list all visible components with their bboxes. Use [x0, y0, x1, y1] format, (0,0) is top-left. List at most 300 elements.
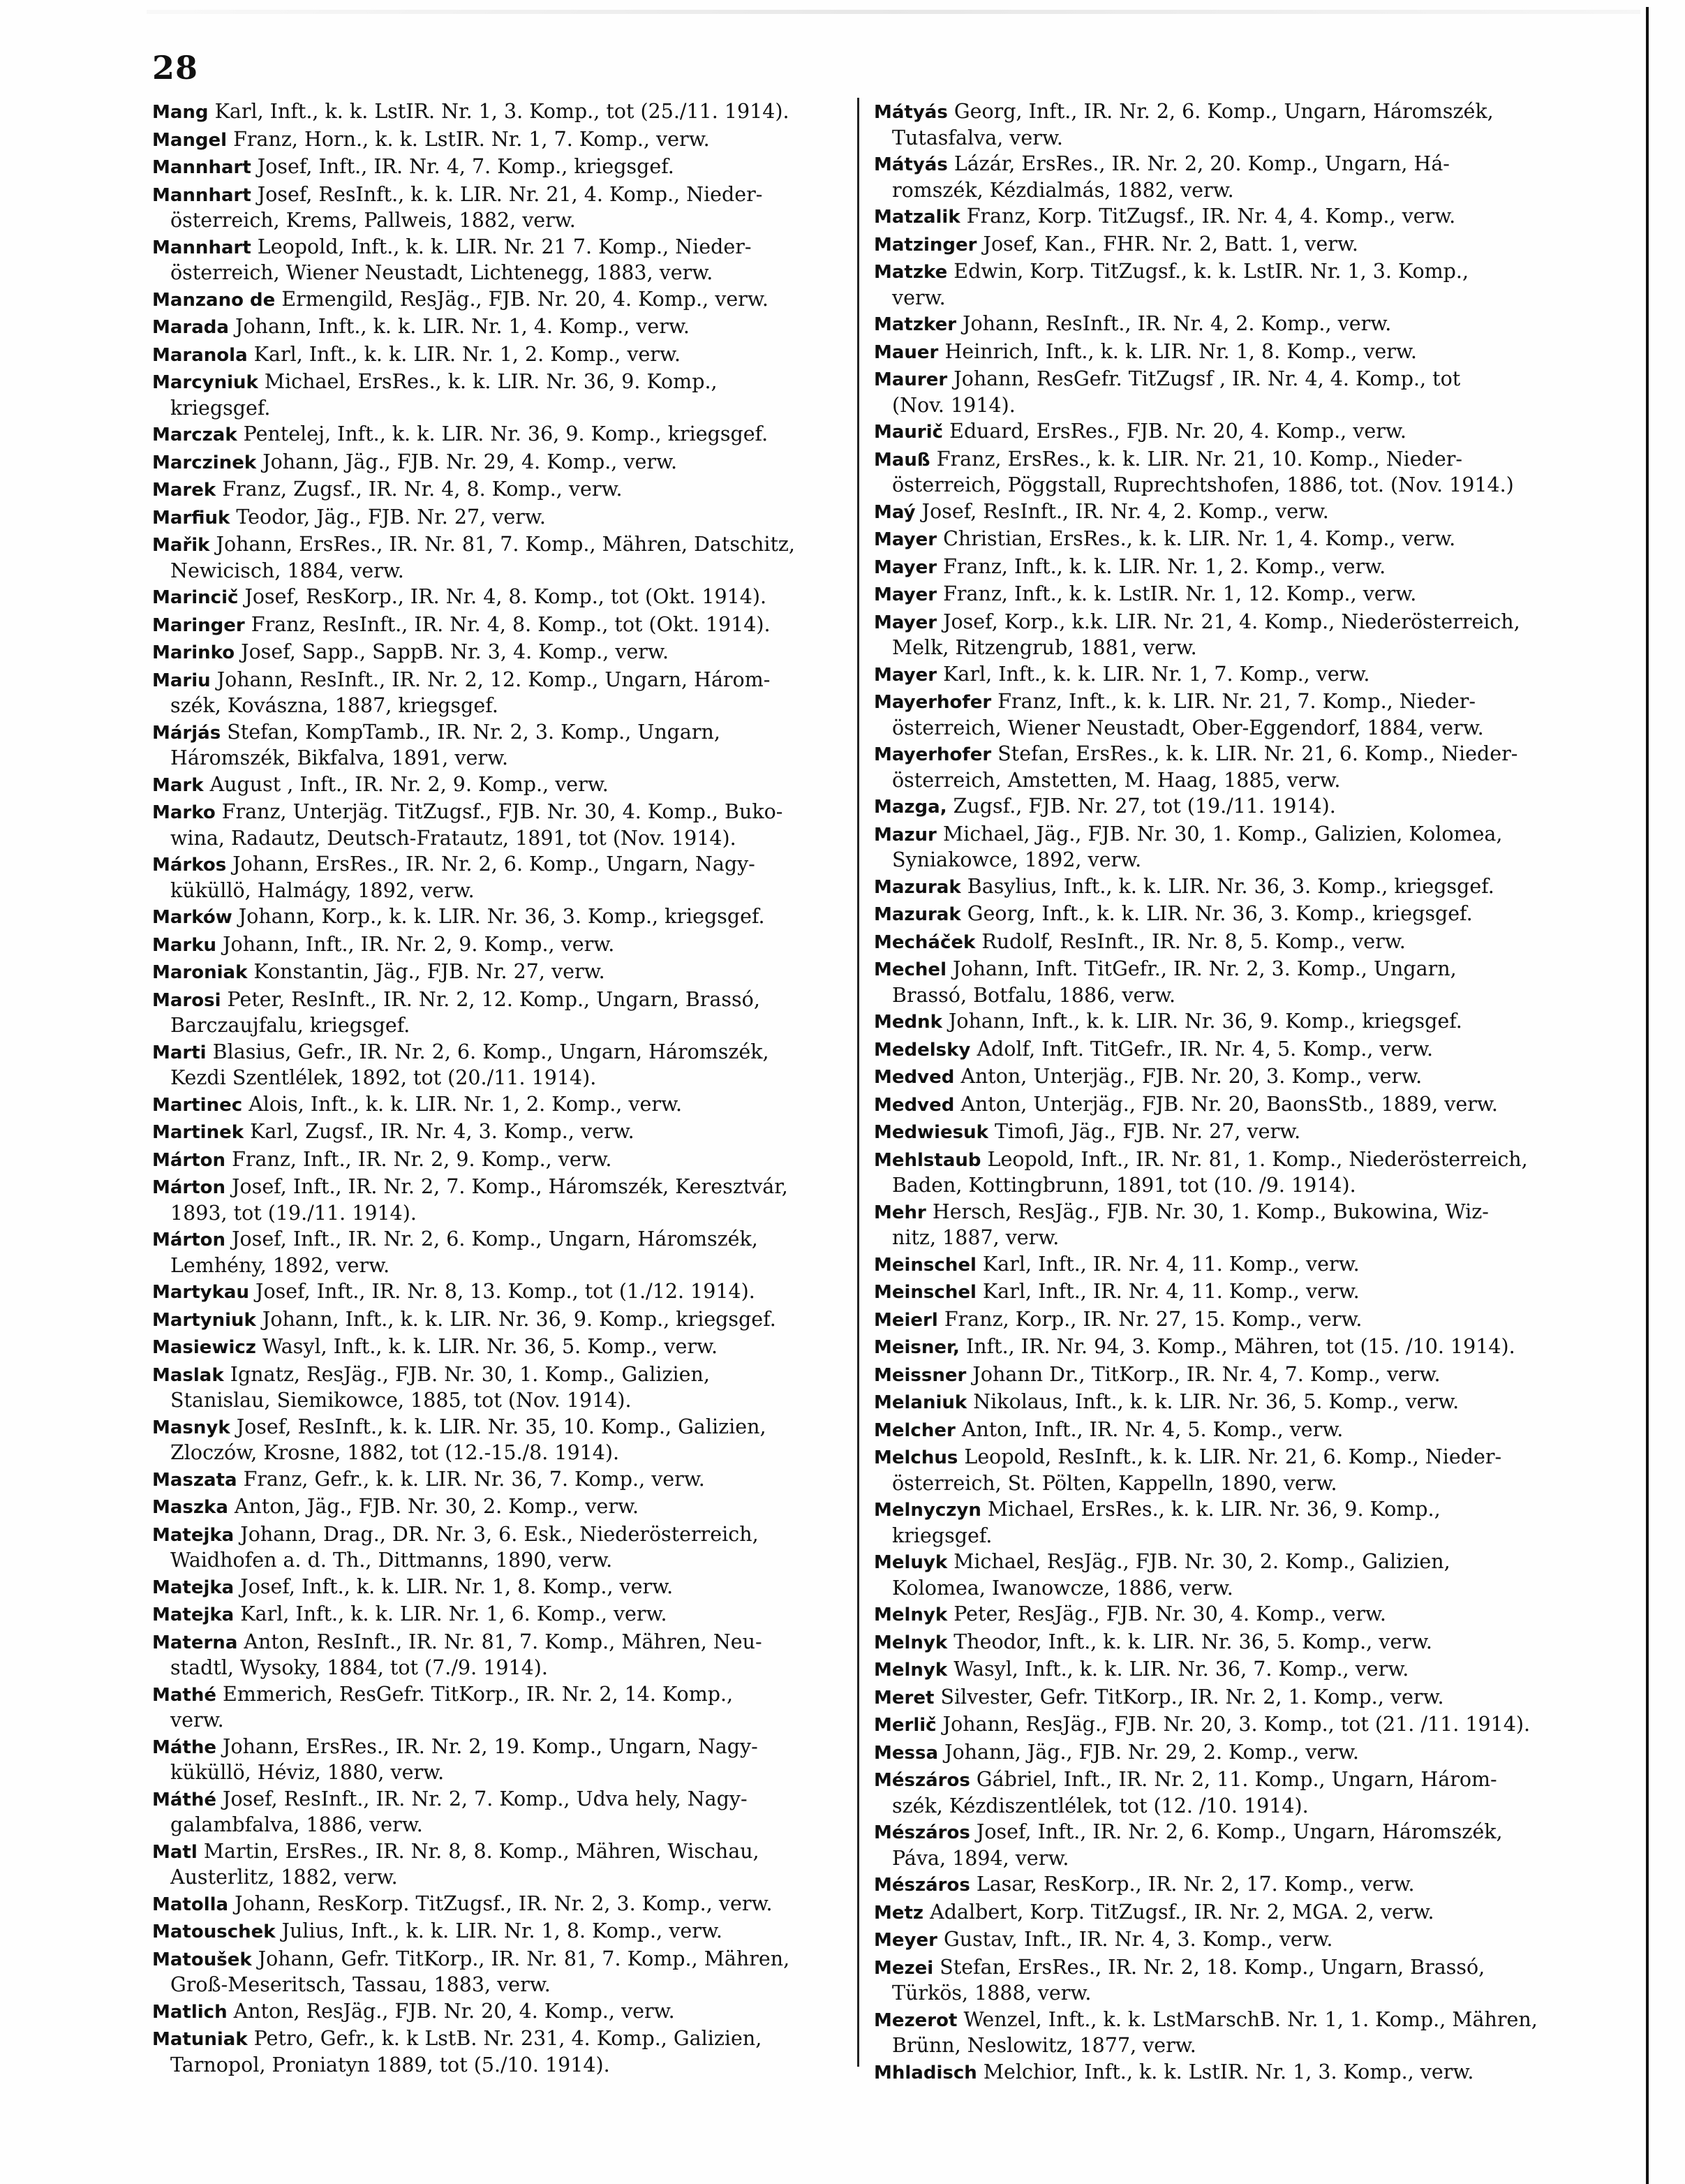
entry-details: Franz, Inft., k. k. LstIR. Nr. 1, 12. Komp., verw. — [937, 582, 1417, 605]
entry-details: Emmerich, ResGefr. TitKorp., IR. Nr. 2, 14. Komp., — [216, 1682, 734, 1706]
entry-surname: Mednk — [874, 1012, 942, 1033]
entry-details: Petro, Gefr., k. k LstB. Nr. 231, 4. Komp., Galizien, — [247, 2027, 762, 2050]
entry-details: Josef, ResInft., k. k. LIR. Nr. 21, 4. Komp., Nieder- — [251, 182, 763, 206]
entry-surname: Meierl — [874, 1309, 938, 1331]
list-entry — [874, 610, 1561, 661]
entry-details: Josef, ResInft., IR. Nr. 2, 7. Komp., Udva hely, Nagy- — [216, 1787, 748, 1810]
entry-details: Karl, Zugsf., IR. Nr. 4, 3. Komp., verw. — [244, 1120, 634, 1143]
list-entry — [152, 1522, 840, 1573]
entry-continuation: szék, Kovászna, 1887, kriegsgef. — [170, 694, 498, 717]
entry-surname: Maszka — [152, 1497, 228, 1518]
entry-surname: Melnyk — [874, 1604, 948, 1625]
entry-continuation: Kezdi Szentlélek, 1892, tot (20./11. 1914). — [170, 1066, 597, 1089]
entry-line — [874, 662, 1561, 688]
entry-line — [152, 772, 840, 799]
scan-top-shadow — [147, 10, 1640, 14]
entry-surname: Marincič — [152, 587, 239, 608]
entry-details: Gábriel, Inft., IR. Nr. 2, 11. Komp., Ungarn, Három- — [970, 1768, 1497, 1791]
list-entry — [152, 287, 840, 313]
entry-continuation: romszék, Kézdialmás, 1882, verw. — [892, 178, 1234, 202]
entry-surname: Mehlstaub — [874, 1149, 981, 1171]
entry-line — [152, 342, 840, 369]
entry-line — [874, 419, 1561, 445]
list-entry — [874, 1147, 1561, 1198]
entry-continuation: verw. — [170, 1709, 224, 1732]
entry-surname: Matouschek — [152, 1921, 276, 1942]
entry-surname: Mészáros — [874, 1875, 970, 1896]
entry-surname: Matzke — [874, 262, 948, 283]
entry-surname: Mayer — [874, 584, 937, 605]
entry-details: Julius, Inft., k. k. LIR. Nr. 1, 8. Komp., verw. — [275, 1919, 722, 1942]
entry-details: Karl, Inft., k. k. LIR. Nr. 1, 7. Komp., verw. — [937, 662, 1370, 686]
entry-line — [152, 505, 840, 531]
entry-details: Josef, Inft., IR. Nr. 8, 13. Komp., tot (1./12. 1914). — [248, 1280, 755, 1303]
list-entry — [874, 741, 1561, 792]
entry-surname: Matzker — [874, 314, 957, 335]
entry-surname: Mátyás — [874, 154, 948, 175]
entry-details: Michael, ResJäg., FJB. Nr. 30, 2. Komp., Galizien, — [947, 1550, 1450, 1573]
list-entry — [152, 1467, 840, 1493]
entry-surname: Marczak — [152, 425, 237, 445]
entry-continuation: küküllö, Héviz, 1880, verw. — [170, 1761, 445, 1784]
entry-details: Johann, ErsRes., IR. Nr. 2, 6. Komp., Ungarn, Nagy- — [226, 853, 755, 876]
entry-continuation: Stanislau, Siemikowce, 1885, tot (Nov. 1914). — [170, 1389, 632, 1412]
entry-details: Christian, ErsRes., k. k. LIR. Nr. 1, 4. Komp., verw. — [937, 527, 1456, 550]
list-entry — [152, 1734, 840, 1785]
entry-details: Josef, Kan., FHR. Nr. 2, Batt. 1, verw. — [977, 232, 1358, 256]
entry-surname: Mauer — [874, 341, 939, 363]
entry-line — [152, 1174, 840, 1201]
list-entry — [874, 204, 1561, 230]
list-entry — [152, 182, 840, 233]
entry-surname: Mazga, — [874, 797, 947, 818]
entry-line — [874, 311, 1561, 338]
entry-surname: Meret — [874, 1687, 935, 1709]
list-entry — [152, 667, 840, 718]
entry-surname: Mathé — [152, 1684, 216, 1706]
entry-surname: Meluyk — [874, 1552, 948, 1573]
entry-details: Anton, Unterjäg., FJB. Nr. 20, 3. Komp., verw. — [954, 1065, 1423, 1088]
list-entry — [152, 1040, 840, 1091]
list-entry — [152, 1227, 840, 1278]
list-entry — [874, 1417, 1561, 1444]
entry-line — [874, 1872, 1561, 1898]
entry-details: Adalbert, Korp. TitZugsf., IR. Nr. 2, MGA. 2, verw. — [923, 1900, 1434, 1924]
entry-surname: Materna — [152, 1632, 238, 1653]
entry-line — [874, 957, 1561, 983]
entry-line — [152, 640, 840, 666]
entry-surname: Melcher — [874, 1419, 956, 1441]
list-entry — [874, 1657, 1561, 1683]
entry-surname: Marczinek — [152, 452, 257, 473]
entry-surname: Marcyniuk — [152, 372, 258, 393]
entry-surname: Mezerot — [874, 2009, 958, 2031]
entry-details: Johann, ResInft., IR. Nr. 4, 2. Komp., verw. — [956, 312, 1392, 335]
entry-surname: Melnyk — [874, 1660, 948, 1681]
entry-details: Leopold, Inft., k. k. LIR. Nr. 21 7. Komp., Nieder- — [251, 235, 752, 258]
entry-surname: Martykau — [152, 1282, 249, 1303]
entry-surname: Merlič — [874, 1715, 937, 1736]
entry-line — [152, 1682, 840, 1709]
entry-line — [152, 1602, 840, 1628]
entry-surname: Mayerhofer — [874, 744, 992, 765]
list-entry — [874, 447, 1561, 498]
entry-details: Johann, Gefr. TitKorp., IR. Nr. 81, 7. Komp., Mähren, — [251, 1947, 790, 1970]
entry-details: Georg, Inft., IR. Nr. 2, 6. Komp., Ungarn, Háromszék, — [947, 100, 1494, 123]
entry-surname: Mannhart — [152, 184, 251, 206]
entry-surname: Marfiuk — [152, 507, 230, 529]
entry-surname: Meinschel — [874, 1282, 977, 1303]
entry-continuation: Baden, Kottingbrunn, 1891, tot (10. /9. 1914). — [892, 1174, 1356, 1197]
entry-line — [152, 1334, 840, 1361]
entry-details: August , Inft., IR. Nr. 2, 9. Komp., verw. — [203, 772, 609, 796]
entry-surname: Maslak — [152, 1364, 224, 1386]
entry-surname: Matejka — [152, 1524, 235, 1546]
entry-details: Wasyl, Inft., k. k. LIR. Nr. 36, 5. Komp., verw. — [255, 1335, 718, 1358]
entry-line — [152, 1147, 840, 1174]
entry-surname: Maranola — [152, 344, 248, 366]
entry-surname: Máthé — [152, 1789, 216, 1810]
list-entry — [152, 1174, 840, 1225]
entry-line — [152, 1227, 840, 1253]
entry-line — [152, 1467, 840, 1493]
list-entry — [152, 1494, 840, 1521]
entry-continuation: Páva, 1894, verw. — [892, 1846, 1069, 1870]
entry-line — [874, 1279, 1561, 1306]
list-entry — [152, 987, 840, 1038]
entry-line — [152, 852, 840, 878]
entry-details: Lasar, ResKorp., IR. Nr. 2, 17. Komp., verw. — [970, 1873, 1415, 1896]
entry-details: Theodor, Inft., k. k. LIR. Nr. 36, 5. Komp., verw. — [947, 1630, 1432, 1653]
entry-line — [152, 99, 840, 126]
entry-details: Franz, Inft., k. k. LIR. Nr. 1, 2. Komp., verw. — [937, 554, 1386, 578]
entry-surname: Mariu — [152, 670, 211, 691]
list-entry — [152, 1682, 840, 1733]
list-entry — [152, 1119, 840, 1146]
list-entry — [874, 1064, 1561, 1091]
list-entry — [152, 1574, 840, 1601]
entry-line — [874, 1685, 1561, 1711]
entry-details: Johann, ResInft., IR. Nr. 2, 12. Komp., Ungarn, Három- — [210, 667, 771, 691]
entry-details: Josef, Inft., k. k. LIR. Nr. 1, 8. Komp., verw. — [234, 1574, 674, 1598]
entry-line — [152, 1279, 840, 1306]
entry-details: Karl, Inft., k. k. LIR. Nr. 1, 2. Komp., verw. — [247, 342, 681, 366]
entry-details: Franz, Korp. TitZugsf., IR. Nr. 4, 4. Komp., verw. — [960, 205, 1456, 228]
entry-line — [874, 1602, 1561, 1628]
entry-line — [152, 287, 840, 313]
list-entry — [874, 259, 1561, 310]
scan-right-edge — [1646, 7, 1649, 2184]
entry-surname: Mayer — [874, 664, 937, 686]
entry-line — [874, 1362, 1561, 1389]
entry-surname: Martinec — [152, 1094, 243, 1116]
entry-surname: Melnyczyn — [874, 1500, 981, 1521]
entry-line — [874, 901, 1561, 928]
entry-surname: Manzano de — [152, 289, 276, 311]
entry-details: Johann, Korp., k. k. LIR. Nr. 36, 3. Komp., kriegsgef. — [232, 905, 765, 928]
list-entry — [874, 1630, 1561, 1656]
entry-surname: Medelsky — [874, 1039, 971, 1061]
entry-details: Hersch, ResJäg., FJB. Nr. 30, 1. Komp., Bukowina, Wiz- — [926, 1200, 1489, 1223]
list-entry — [874, 419, 1561, 445]
entry-line — [874, 822, 1561, 848]
entry-details: Leopold, Inft., IR. Nr. 81, 1. Komp., Niederösterreich, — [981, 1147, 1528, 1171]
entry-continuation: Brassó, Botfalu, 1886, verw. — [892, 983, 1176, 1007]
list-entry — [874, 1955, 1561, 2006]
entry-details: Wasyl, Inft., k. k. LIR. Nr. 36, 7. Komp., verw. — [947, 1658, 1409, 1681]
entry-surname: Mařik — [152, 535, 210, 556]
entry-surname: Matoušek — [152, 1949, 252, 1970]
entry-surname: Máthe — [152, 1736, 216, 1758]
list-entry — [152, 959, 840, 986]
entry-details: Lázár, ErsRes., IR. Nr. 2, 20. Komp., Ungarn, Há- — [947, 152, 1450, 175]
entry-continuation: Tarnopol, Proniatyn 1889, tot (5./10. 1914). — [170, 2053, 610, 2076]
entry-details: Michael, Jäg., FJB. Nr. 30, 1. Komp., Galizien, Kolomea, — [936, 822, 1503, 846]
entry-continuation: küküllö, Halmágy, 1892, verw. — [170, 878, 475, 902]
list-entry — [874, 1685, 1561, 1711]
list-entry — [874, 662, 1561, 688]
list-entry — [152, 904, 840, 931]
entry-line — [874, 689, 1561, 716]
entry-continuation: österreich, Wiener Neustadt, Ober-Eggendorf, 1884, verw. — [892, 716, 1484, 739]
entry-continuation: nitz, 1887, verw. — [892, 1226, 1060, 1249]
list-entry — [874, 874, 1561, 901]
entry-line — [152, 127, 840, 154]
entry-line — [152, 532, 840, 559]
list-entry — [874, 99, 1561, 150]
entry-details: Franz, Inft., k. k. LIR. Nr. 21, 7. Komp., Nieder- — [991, 690, 1476, 713]
entry-details: Timofi, Jäg., FJB. Nr. 27, verw. — [988, 1120, 1301, 1143]
entry-surname: Maurič — [874, 422, 944, 443]
entry-surname: Márjás — [152, 722, 221, 744]
entry-continuation: 1893, tot (19./11. 1914). — [170, 1201, 417, 1225]
entry-surname: Mhladisch — [874, 2062, 977, 2083]
entry-details: Anton, ResInft., IR. Nr. 81, 7. Komp., Mähren, Neu- — [237, 1630, 762, 1653]
entry-surname: Mészáros — [874, 1822, 970, 1843]
entry-continuation: stadtl, Wysoky, 1884, tot (7./9. 1914). — [170, 1656, 548, 1679]
entry-line — [152, 584, 840, 611]
list-entry — [152, 1362, 840, 1413]
list-entry — [874, 1820, 1561, 1871]
entry-details: Franz, Horn., k. k. LstIR. Nr. 1, 7. Komp., verw. — [227, 127, 710, 151]
list-entry — [152, 235, 840, 286]
entry-surname: Mayer — [874, 556, 937, 578]
entry-details: Gustav, Inft., IR. Nr. 4, 3. Komp., verw. — [937, 1928, 1333, 1951]
entry-line — [152, 959, 840, 986]
entry-line — [874, 1657, 1561, 1683]
entry-line — [152, 1891, 840, 1918]
entry-line — [874, 1307, 1561, 1334]
entry-line — [152, 1040, 840, 1066]
list-entry — [874, 901, 1561, 928]
entry-line — [874, 204, 1561, 230]
entry-line — [152, 1999, 840, 2026]
list-entry — [152, 422, 840, 448]
entry-continuation: Waidhofen a. d. Th., Dittmanns, 1890, verw. — [170, 1549, 613, 1572]
entry-details: Melchior, Inft., k. k. LstIR. Nr. 1, 3. Komp., verw. — [977, 2060, 1474, 2083]
entry-details: Adolf, Inft. TitGefr., IR. Nr. 4, 5. Komp., verw. — [970, 1037, 1434, 1061]
entry-line — [152, 1522, 840, 1549]
entry-details: Johann Dr., TitKorp., IR. Nr. 4, 7. Komp., verw. — [966, 1362, 1441, 1386]
entry-line — [152, 720, 840, 746]
entry-line — [874, 447, 1561, 473]
entry-line — [874, 1037, 1561, 1063]
list-entry — [152, 314, 840, 341]
entry-surname: Masiewicz — [152, 1337, 256, 1358]
entry-surname: Mangel — [152, 129, 228, 151]
entry-details: Alois, Inft., k. k. LIR. Nr. 1, 2. Komp., verw. — [242, 1092, 683, 1116]
entry-line — [874, 339, 1561, 366]
entry-surname: Maurer — [874, 369, 948, 390]
entry-line — [874, 1549, 1561, 1576]
list-entry — [874, 311, 1561, 338]
entry-line — [152, 1494, 840, 1521]
entry-surname: Maroniak — [152, 962, 248, 983]
list-entry — [152, 1092, 840, 1119]
entry-continuation: wina, Radautz, Deutsch-Fratautz, 1891, tot (Nov. 1914). — [170, 826, 736, 850]
list-entry — [152, 154, 840, 181]
list-entry — [874, 232, 1561, 258]
entry-continuation: Groß-Meseritsch, Tassau, 1883, verw. — [170, 1973, 551, 1996]
entry-line — [874, 499, 1561, 526]
entry-line — [152, 1919, 840, 1945]
entry-details: Josef, ResKorp., IR. Nr. 4, 8. Komp., tot (Okt. 1914). — [238, 585, 767, 608]
entry-line — [874, 1955, 1561, 1982]
entry-line — [874, 1445, 1561, 1471]
entry-details: Pentelej, Inft., k. k. LIR. Nr. 36, 9. Komp., kriegsgef. — [237, 422, 769, 445]
list-entry — [874, 1037, 1561, 1063]
list-entry — [874, 689, 1561, 740]
entry-details: Johann, ResKorp. TitZugsf., IR. Nr. 2, 3. Komp., verw. — [228, 1891, 773, 1915]
list-entry — [152, 720, 840, 771]
entry-surname: Mezei — [874, 1957, 934, 1979]
entry-details: Johann, ErsRes., IR. Nr. 81, 7. Komp., Mähren, Datschitz, — [209, 533, 795, 556]
list-entry — [874, 1602, 1561, 1628]
entry-details: Josef, Inft., IR. Nr. 2, 6. Komp., Ungarn, Háromszék, — [225, 1227, 758, 1250]
entry-line — [152, 2026, 840, 2053]
entry-surname: Matejka — [152, 1604, 235, 1625]
entry-surname: Melnyk — [874, 1632, 948, 1653]
list-entry — [874, 1092, 1561, 1119]
entry-continuation: (Nov. 1914). — [892, 393, 1016, 417]
entry-line — [874, 1417, 1561, 1444]
entry-details: Rudolf, ResInft., IR. Nr. 8, 5. Komp., verw. — [975, 929, 1406, 953]
entry-line — [152, 612, 840, 639]
list-entry — [874, 957, 1561, 1008]
entry-surname: Medwiesuk — [874, 1122, 988, 1143]
entry-continuation: Melk, Ritzengrub, 1881, verw. — [892, 636, 1197, 659]
entry-surname: Melchus — [874, 1447, 958, 1468]
entry-details: Johann, Inft., k. k. LIR. Nr. 36, 9. Komp., kriegsgef. — [942, 1010, 1462, 1033]
entry-continuation: szék, Kézdiszentlélek, tot (12. /10. 1914). — [892, 1794, 1309, 1817]
entry-details: Franz, Unterjäg. TitZugsf., FJB. Nr. 30, 4. Komp., Buko- — [215, 800, 783, 823]
entry-surname: Meyer — [874, 1930, 937, 1951]
entry-details: Heinrich, Inft., k. k. LIR. Nr. 1, 8. Komp., verw. — [938, 339, 1417, 363]
entry-surname: Mazurak — [874, 904, 961, 925]
list-entry — [152, 99, 840, 126]
entry-details: Johann, Inft., k. k. LIR. Nr. 36, 9. Komp., kriegsgef. — [255, 1307, 776, 1331]
entry-line — [152, 154, 840, 181]
list-entry — [152, 852, 840, 903]
entry-surname: Márton — [152, 1177, 226, 1198]
entry-line — [152, 1839, 840, 1866]
entry-details: Franz, ResInft., IR. Nr. 4, 8. Komp., tot (Okt. 1914). — [244, 612, 771, 636]
entry-surname: Mészáros — [874, 1770, 970, 1791]
entry-surname: Márton — [152, 1230, 226, 1250]
entry-details: Karl, Inft., k. k. LIR. Nr. 1, 6. Komp., verw. — [234, 1602, 667, 1625]
entry-line — [152, 1119, 840, 1146]
entry-continuation: Kolomea, Iwanowcze, 1886, verw. — [892, 1576, 1233, 1600]
entry-details: Stefan, ErsRes., k. k. LIR. Nr. 21, 6. Komp., Nieder- — [991, 742, 1518, 765]
list-entry — [874, 526, 1561, 553]
entry-line — [874, 1820, 1561, 1846]
entry-line — [874, 1712, 1561, 1739]
entry-details: Josef, ResInft., IR. Nr. 4, 2. Komp., verw. — [915, 499, 1329, 523]
entry-line — [874, 794, 1561, 820]
list-entry — [874, 1307, 1561, 1334]
entry-details: Anton, Unterjäg., FJB. Nr. 20, BaonsStb., 1889, verw. — [954, 1092, 1498, 1116]
list-entry — [874, 367, 1561, 418]
list-entry — [152, 2026, 840, 2077]
entry-details: Eduard, ErsRes., FJB. Nr. 20, 4. Komp., verw. — [943, 420, 1406, 443]
entry-surname: Meisner, — [874, 1337, 960, 1358]
list-entry — [874, 1200, 1561, 1250]
entry-continuation: Tutasfalva, verw. — [892, 126, 1063, 149]
list-entry — [152, 772, 840, 799]
list-entry — [874, 1252, 1561, 1278]
entry-line — [152, 932, 840, 959]
entry-line — [874, 1009, 1561, 1035]
entry-surname: Mátyás — [874, 102, 948, 123]
list-entry — [874, 339, 1561, 366]
list-entry — [152, 505, 840, 531]
entry-details: Michael, ErsRes., k. k. LIR. Nr. 36, 9. Komp., — [258, 370, 718, 393]
entry-details: Karl, Inft., k. k. LstIR. Nr. 1, 3. Komp., tot (25./11. 1914). — [208, 100, 789, 123]
list-entry — [874, 929, 1561, 956]
entry-line — [152, 1947, 840, 1973]
entry-continuation: Türkös, 1888, verw. — [892, 1982, 1092, 2005]
entry-continuation: Newicisch, 1884, verw. — [170, 559, 404, 582]
right-column — [874, 99, 1561, 2087]
entry-details: Stefan, KompTamb., IR. Nr. 2, 3. Komp., Ungarn, — [221, 720, 720, 744]
entry-line — [874, 554, 1561, 581]
entry-surname: Maringer — [152, 614, 245, 636]
entry-surname: Mayer — [874, 612, 937, 633]
list-entry — [152, 532, 840, 583]
entry-details: Johann, Jäg., FJB. Nr. 29, 2. Komp., verw. — [938, 1740, 1359, 1764]
list-entry — [874, 794, 1561, 820]
entry-surname: Mecháček — [874, 931, 976, 953]
entry-line — [874, 1497, 1561, 1523]
entry-continuation: verw. — [892, 286, 946, 309]
entry-line — [874, 2007, 1561, 2034]
list-entry — [152, 584, 840, 611]
entry-surname: Mang — [152, 102, 209, 123]
list-entry — [874, 1389, 1561, 1416]
entry-line — [874, 259, 1561, 286]
entry-continuation: österreich, Pöggstall, Ruprechtshofen, 1886, tot. (Nov. 1914.) — [892, 473, 1514, 496]
entry-surname: Messa — [874, 1742, 939, 1764]
entry-surname: Marosi — [152, 989, 221, 1011]
list-entry — [152, 450, 840, 476]
entry-line — [152, 1415, 840, 1441]
entry-line — [874, 929, 1561, 956]
entry-surname: Medved — [874, 1067, 955, 1088]
list-entry — [874, 1767, 1561, 1818]
list-entry — [874, 1549, 1561, 1600]
entry-surname: Maszata — [152, 1469, 237, 1491]
entry-line — [152, 799, 840, 826]
